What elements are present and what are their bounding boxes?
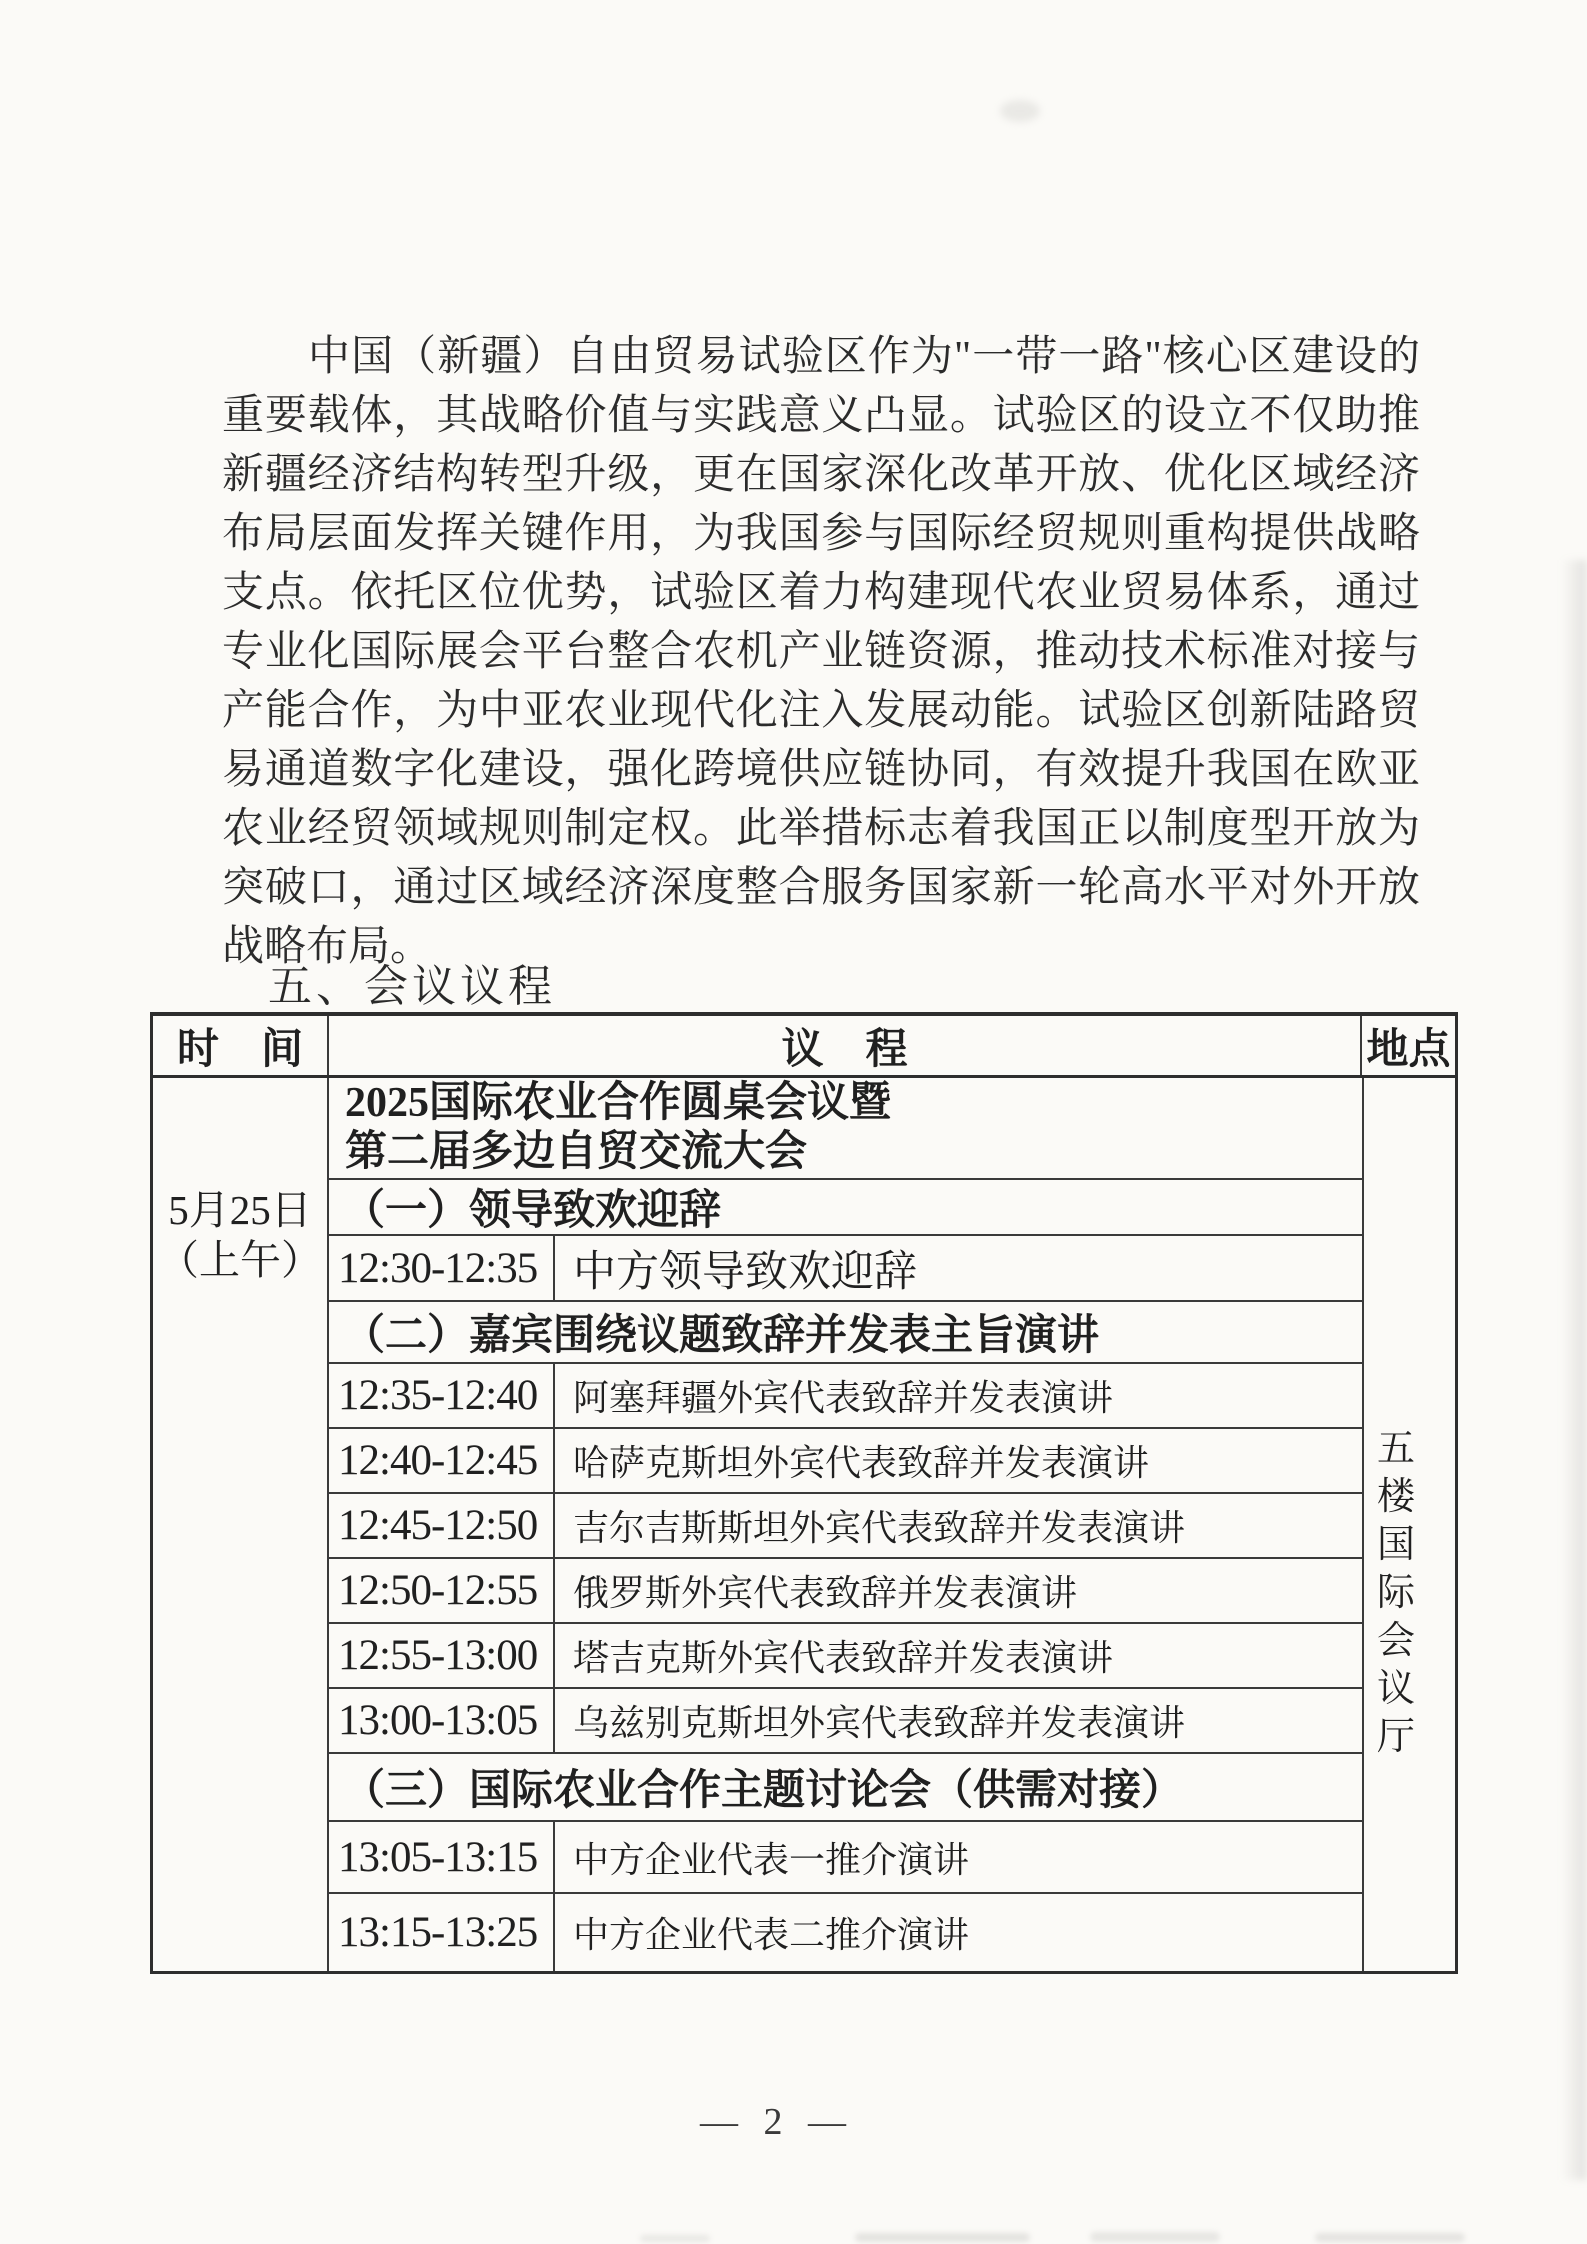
location-label: [1377, 1425, 1455, 1761]
scan-smudge: [855, 2233, 1030, 2242]
body-paragraph: [222, 328, 1420, 977]
table-body: [153, 1078, 1455, 1971]
paragraph-line: 专业化国际展会平台整合农机产业链资源，推动技术标准对接与: [222, 629, 1420, 675]
agenda-item-row: [329, 1492, 1362, 1557]
agenda-time-range: 12:45-12:50: [329, 1494, 555, 1557]
agenda-item-row: [329, 1234, 1362, 1300]
agenda-item-row: [329, 1622, 1362, 1687]
agenda-table: [150, 1012, 1458, 1974]
agenda-time-range: 12:35-12:40: [329, 1364, 555, 1427]
table-cell-agenda: [329, 1078, 1362, 1971]
agenda-item-text: 阿塞拜疆外宾代表致辞并发表演讲: [573, 1378, 1114, 1418]
table-cell-location: [1362, 1078, 1455, 1971]
date-line: （上午）: [158, 1237, 322, 1283]
paragraph-line: 重要载体，其战略价值与实践意义凸显。试验区的设立不仅助推: [222, 393, 1420, 439]
agenda-item-row: [329, 1362, 1362, 1427]
location-line: 会议: [1377, 1620, 1420, 1710]
agenda-section-row: [329, 1752, 1362, 1820]
agenda-rows: [329, 1178, 1362, 1971]
paragraph-line: 支点。依托区位优势，试验区着力构建现代农业贸易体系，通过: [222, 570, 1420, 616]
scan-smudge: [640, 2235, 710, 2242]
agenda-section-title: （二）嘉宾围绕议题致辞并发表主旨演讲: [343, 1313, 1100, 1359]
paragraph-line: 突破口，通过区域经济深度整合服务国家新一轮高水平对外开放: [222, 865, 1420, 911]
location-line: 国际: [1377, 1524, 1420, 1614]
paragraph-line: 易通道数字化建设，强化跨境供应链协同，有效提升我国在欧亚: [222, 747, 1420, 793]
agenda-item-row: [329, 1687, 1362, 1752]
agenda-time-range: 12:30-12:35: [329, 1236, 555, 1300]
date-label: [153, 1185, 327, 1285]
agenda-section-row: [329, 1300, 1362, 1362]
agenda-section-title: （三）国际农业合作主题讨论会（供需对接）: [343, 1768, 1184, 1814]
agenda-time-range: 13:00-13:05: [329, 1689, 555, 1752]
paragraph-line: 布局层面发挥关键作用，为我国参与国际经贸规则重构提供战略: [222, 511, 1420, 557]
agenda-section-title: （一）领导致欢迎辞: [343, 1188, 722, 1234]
agenda-item-text: 中方领导致欢迎辞: [573, 1248, 917, 1296]
agenda-item-row: [329, 1557, 1362, 1622]
paragraph-line: 农业经贸领域规则制定权。此举措标志着我国正以制度型开放为: [222, 806, 1420, 852]
location-line: 五楼: [1377, 1428, 1420, 1518]
paragraph-line: 中国（新疆）自由贸易试验区作为"一带一路"核心区建设的: [308, 334, 1420, 380]
page-number: — 2 —: [700, 2101, 854, 2143]
col-header-agenda: 议 程: [329, 1016, 1362, 1075]
agenda-item-row: [329, 1427, 1362, 1492]
agenda-item-text: 中方企业代表一推介演讲: [573, 1839, 970, 1880]
agenda-section-row: [329, 1178, 1362, 1234]
scan-smudge: [1315, 2233, 1465, 2242]
paragraph-line: 产能合作，为中亚农业现代化注入发展动能。试验区创新陆路贸: [222, 688, 1420, 734]
agenda-title-line: 第二届多边自贸交流大会: [345, 1129, 808, 1175]
scan-edge-shadow: [1561, 560, 1587, 2180]
agenda-item-row: [329, 1820, 1362, 1892]
agenda-time-range: 12:40-12:45: [329, 1429, 555, 1492]
agenda-item-row: [329, 1892, 1362, 1971]
table-header-row: [153, 1016, 1455, 1078]
agenda-item-text: 塔吉克斯外宾代表致辞并发表演讲: [573, 1638, 1114, 1678]
agenda-time-range: 13:05-13:15: [329, 1822, 555, 1892]
scan-spot: [1000, 100, 1040, 122]
col-header-time: 时 间: [153, 1016, 329, 1075]
agenda-time-range: 12:55-13:00: [329, 1624, 555, 1687]
col-header-location: 地点: [1366, 1026, 1451, 1073]
section-heading: 五、会议议程: [268, 962, 556, 1011]
agenda-time-range: 12:50-12:55: [329, 1559, 555, 1622]
agenda-title-line: 2025国际农业合作圆桌会议暨: [345, 1080, 892, 1126]
agenda-title-row: [329, 1078, 1362, 1178]
agenda-item-text: 俄罗斯外宾代表致辞并发表演讲: [573, 1573, 1078, 1613]
paragraph-line: 战略布局。: [222, 924, 433, 970]
agenda-item-text: 乌兹别克斯坦外宾代表致辞并发表演讲: [573, 1703, 1186, 1743]
table-cell-date: [153, 1078, 329, 1971]
location-line: 厅: [1377, 1716, 1420, 1758]
paragraph-line: 新疆经济结构转型升级，更在国家深化改革开放、优化区域经济: [222, 452, 1420, 498]
date-line: 5月25日: [168, 1187, 312, 1233]
agenda-item-text: 中方企业代表二推介演讲: [573, 1915, 970, 1955]
agenda-item-text: 吉尔吉斯斯坦外宾代表致辞并发表演讲: [573, 1508, 1186, 1548]
scan-smudge: [1090, 2232, 1220, 2242]
agenda-item-text: 哈萨克斯坦外宾代表致辞并发表演讲: [573, 1443, 1150, 1483]
agenda-time-range: 13:15-13:25: [329, 1894, 555, 1971]
